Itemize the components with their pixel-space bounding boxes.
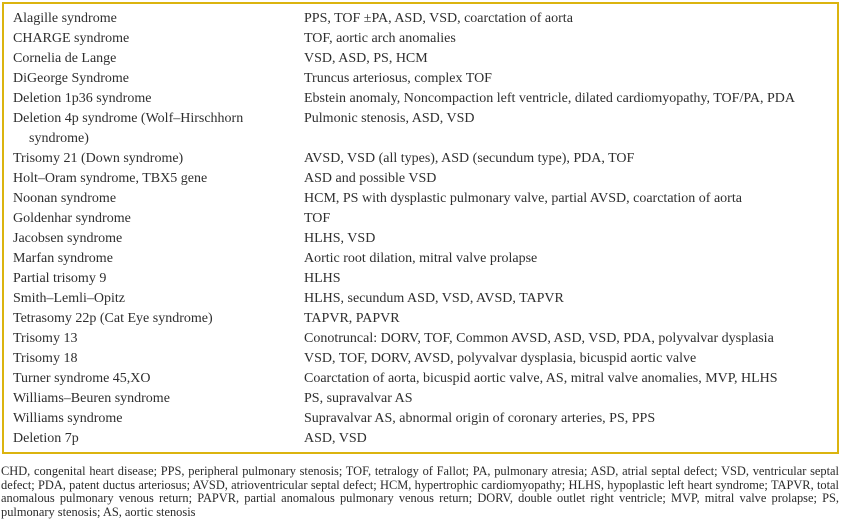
table-row xyxy=(13,229,829,249)
table-row xyxy=(13,329,829,349)
cardiac-defects: Truncus arteriosus, complex TOF xyxy=(304,71,492,86)
table-row xyxy=(13,289,829,309)
cardiac-defects: HLHS, VSD xyxy=(304,231,376,246)
table-row xyxy=(13,9,829,29)
cardiac-defects: Pulmonic stenosis, ASD, VSD xyxy=(304,111,475,126)
cardiac-defects: ASD, VSD xyxy=(304,431,367,446)
syndrome-name: Deletion 4p syndrome (Wolf–Hirschhorn syndrome) xyxy=(13,111,244,146)
syndrome-name: Williams syndrome xyxy=(13,411,123,426)
table-row xyxy=(13,69,829,89)
syndrome-name: Marfan syndrome xyxy=(13,251,113,266)
table-row xyxy=(13,149,829,169)
syndrome-name: Trisomy 13 xyxy=(13,331,78,346)
table-row xyxy=(13,349,829,369)
cardiac-defects: PS, supravalvar AS xyxy=(304,391,413,406)
table-row xyxy=(13,429,829,449)
cardiac-defects: VSD, ASD, PS, HCM xyxy=(304,51,428,66)
syndrome-name: Williams–Beuren syndrome xyxy=(13,391,170,406)
cardiac-defects: AVSD, VSD (all types), ASD (secundum type), PDA, TOF xyxy=(304,151,635,166)
syndrome-name: Trisomy 18 xyxy=(13,351,78,366)
syndrome-name: Trisomy 21 (Down syndrome) xyxy=(13,151,184,166)
cardiac-defects: TAPVR, PAPVR xyxy=(304,311,400,326)
cardiac-defects: HLHS xyxy=(304,271,341,286)
syndrome-name: Jacobsen syndrome xyxy=(13,231,123,246)
syndrome-name: Noonan syndrome xyxy=(13,191,117,206)
cardiac-defects: Ebstein anomaly, Noncompaction left ventricle, dilated cardiomyopathy, TOF/PA, PDA xyxy=(304,91,795,106)
syndrome-name: DiGeorge Syndrome xyxy=(13,71,129,86)
syndrome-name: Goldenhar syndrome xyxy=(13,211,131,226)
syndrome-name: Deletion 7p xyxy=(13,431,79,446)
table-row xyxy=(13,369,829,389)
syndrome-name: CHARGE syndrome xyxy=(13,31,130,46)
cardiac-defects: Supravalvar AS, abnormal origin of coronary arteries, PS, PPS xyxy=(304,411,656,426)
cardiac-defects: Conotruncal: DORV, TOF, Common AVSD, ASD, VSD, PDA, polyvalvar dysplasia xyxy=(304,331,774,346)
syndrome-name: Smith–Lemli–Opitz xyxy=(13,291,125,306)
cardiac-defects: PPS, TOF ±PA, ASD, VSD, coarctation of aorta xyxy=(304,11,573,26)
table-row xyxy=(13,209,829,229)
table-row xyxy=(13,309,829,329)
cardiac-defects: TOF, aortic arch anomalies xyxy=(304,31,456,46)
cardiac-defects: TOF xyxy=(304,211,331,226)
table-row xyxy=(13,29,829,49)
syndrome-name: Cornelia de Lange xyxy=(13,51,117,66)
cardiac-defects: Coarctation of aorta, bicuspid aortic valve, AS, mitral valve anomalies, MVP, HLHS xyxy=(304,371,778,386)
cardiac-defects: HCM, PS with dysplastic pulmonary valve, partial AVSD, coarctation of aorta xyxy=(304,191,742,206)
table-row xyxy=(13,269,829,289)
cardiac-defects: Aortic root dilation, mitral valve prolapse xyxy=(304,251,538,266)
syndrome-name: Turner syndrome 45,XO xyxy=(13,371,151,386)
table-row xyxy=(13,109,829,149)
table-row xyxy=(13,169,829,189)
syndrome-name: Alagille syndrome xyxy=(13,11,117,26)
cardiac-defects: ASD and possible VSD xyxy=(304,171,437,186)
table-row xyxy=(13,189,829,209)
cardiac-defects: HLHS, secundum ASD, VSD, AVSD, TAPVR xyxy=(304,291,564,306)
table-row xyxy=(13,249,829,269)
abbreviations-footnote: CHD, congenital heart disease; PPS, peripheral pulmonary stenosis; TOF, tetralogy of Fallot; PA, pulmonary atresia; ASD, atrial septal defect; VSD, ventricular septal defect; PDA, patent ductus arteriosus; AVSD, atrioventricular septal defect; HCM, hypertrophic cardiomyopathy; HLHS, hypoplastic left heart syndrome; TAPVR, total anomalous pulmonary venous return; PAPVR, partial anomalous pulmonary venous return; DORV, double outlet right ventricle; MVP, mitral valve prolapse; PS, pulmonary stenosis; AS, aortic stenosis xyxy=(1,464,839,520)
syndrome-name: Partial trisomy 9 xyxy=(13,271,107,286)
table-row xyxy=(13,49,829,69)
cardiac-defects: VSD, TOF, DORV, AVSD, polyvalvar dysplasia, bicuspid aortic valve xyxy=(304,351,697,366)
table-row xyxy=(13,389,829,409)
syndrome-name: Deletion 1p36 syndrome xyxy=(13,91,152,106)
table-row xyxy=(13,89,829,109)
syndrome-name: Holt–Oram syndrome, TBX5 gene xyxy=(13,171,208,186)
syndrome-name: Tetrasomy 22p (Cat Eye syndrome) xyxy=(13,311,213,326)
table-row xyxy=(13,409,829,429)
syndrome-chd-table xyxy=(2,2,839,454)
